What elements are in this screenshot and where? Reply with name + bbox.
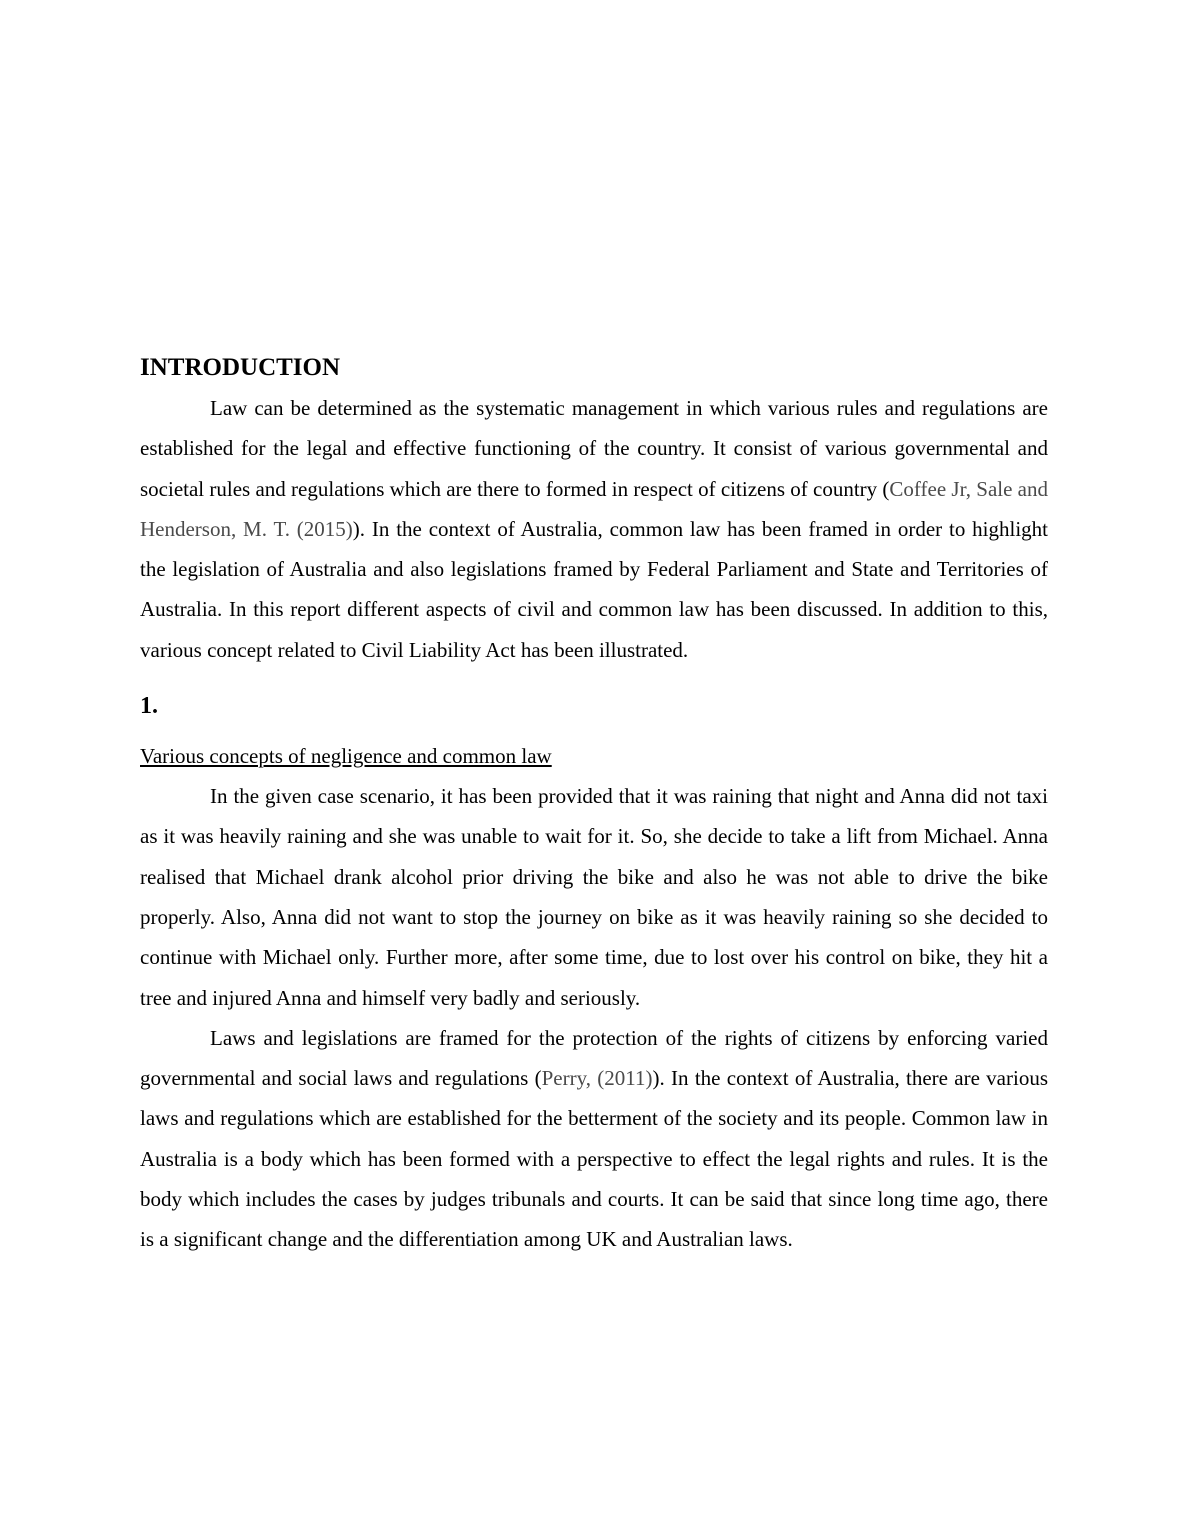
laws-paragraph (140, 1018, 1048, 1260)
introduction-heading: INTRODUCTION (140, 354, 341, 381)
section-number: 1. (140, 693, 158, 720)
laws-text-end: ). In the context of Australia, there are various laws and regulations which are established for the betterment of the society and its people. Common law in Australia is a body which has been formed with a perspective to effect the legal rights and rules. It is the body which includes the cases by judges tribunals and courts. It can be said that since long time ago, there is a significant change and the differentiation among UK and Australian laws. (140, 1066, 1048, 1252)
section-subheading: Various concepts of negligence and common law (140, 744, 552, 769)
citation-coffee: Coffee Jr, Sale and Henderson, M. T. (2015) (140, 476, 1048, 541)
intro-text-end: ). In the context of Australia, common law has been framed in order to highlight the legislation of Australia and also legislations framed by Federal Parliament and State and Territories of Australia. In this report different aspects of civil and common law has been discussed. In addition to this, various concept related to Civil Liability Act has been illustrated. (140, 516, 1049, 662)
laws-text-start: Laws and legislations are framed for the protection of the rights of citizens by enforcing varied governmental and social laws and regulations ( (140, 1025, 1048, 1091)
citation-perry: Perry, (2011) (541, 1066, 653, 1091)
introduction-paragraph (140, 388, 1048, 670)
document-page (140, 350, 1048, 1260)
intro-text-start: Law can be determined as the systematic management in which various rules and regulations are established for the legal and effective functioning of the country. It consist of various governmental and societal rules and regulations which are there to formed in respect of citizens of country ( (140, 396, 1048, 501)
case-scenario-paragraph: In the given case scenario, it has been provided that it was raining that night and Anna did not taxi as it was heavily raining and she was unable to wait for it. So, she decide to take a lift from Michael. Anna realised that Michael drank alcohol prior driving the bike and also he was not able to drive the bike properly. Also, Anna did not want to stop the journey on bike as it was heavily raining so she decided to continue with Michael only. Further more, after some time, due to lost over his control on bike, they hit a tree and injured Anna and himself very badly and seriously. (140, 784, 1048, 1010)
